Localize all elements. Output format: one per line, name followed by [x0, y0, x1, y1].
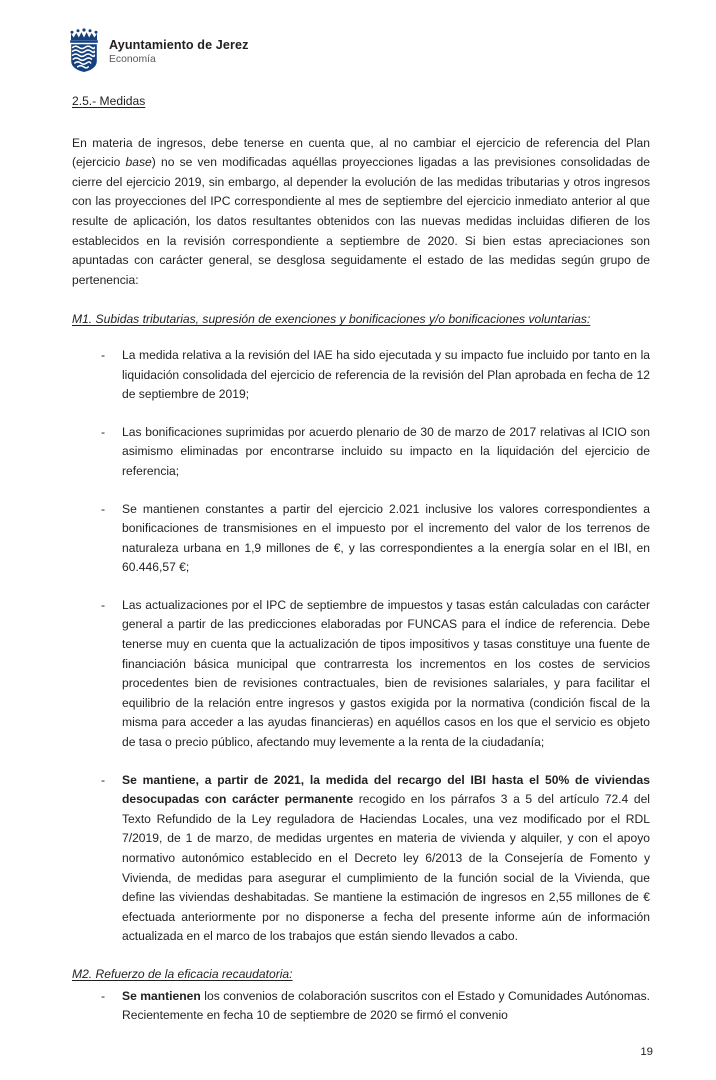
measure-group-m1-heading: M1. Subidas tributarias, supresión de exenciones y bonificaciones y/o bonificaciones voluntarias: — [72, 312, 591, 327]
section-title: 2.5.- Medidas — [72, 94, 146, 108]
list-item-text: recogido en los párrafos 3 a 5 del artículo 72.4 del Texto Refundido de la Ley reguladora de Haciendas Locales, una vez modificado por el RDL 7/2019, de 1 de marzo, de medidas urgentes en materia de vivienda y alquiler, y con el apoyo normativo autonómico establecido en el Decreto ley 6/2013 de la Consejería de Fomento y Vivienda, de medidas para asegurar el cumplimiento de la función social de la Vivienda, que define las viviendas deshabitadas. Se mantiene la estimación de ingresos en 2,55 millones de € efectuada anteriormente por no disponerse a fecha del presente informe aún de información actualizada en el marco de los trabajos que están siendo llevados a cabo. — [122, 792, 650, 944]
list-item-text: Las actualizaciones por el IPC de septiembre de impuestos y tasas están calculadas con carácter general a partir de las predicciones elaboradas por FUNCAS para el índice de referencia. Debe tenerse muy en cuenta que la actualización de tipos impositivos y tasas constituye una fuente de financiación básica municipal que contrarresta los incrementos en los costes de servicios procedentes bien de revisiones contractuales, bien de revisiones salariales, y para facilitar el equilibrio de la relación entre ingresos y gastos exigida por la normativa (condición fiscal de la misma para acceder a las ayudas financieras) en aquéllos casos en los que el servicio es objeto de tasa o precio público, afectando muy levemente a la renta de la ciudadanía; — [122, 597, 650, 750]
list-item-text: Se mantienen constantes a partir del ejercicio 2.021 inclusive los valores correspondientes a bonificaciones de transmisiones en el impuesto por el incremento del valor de los terrenos de naturaleza urbana en 1,9 millones de €, y las correspondientes a la energía solar en el IBI, en 60.446,57 €; — [122, 501, 650, 575]
measure-group-m2-heading: M2. Refuerzo de la eficacia recaudatoria: — [72, 966, 293, 981]
jerez-coat-of-arms-icon — [68, 28, 100, 72]
intro-paragraph — [72, 134, 650, 291]
list-item — [72, 423, 650, 482]
list-item — [72, 987, 650, 1026]
bullet-dash-icon: - — [101, 988, 106, 1003]
list-item-text: La medida relativa a la revisión del IAE ha sido ejecutada y su impacto fue incluido por tanto en la liquidación consolidada del ejercicio de referencia de la revisión del Plan aprobada en fecha de 12 de septiembre de 2019; — [122, 347, 650, 402]
intro-part-1: En materia de ingresos, debe tenerse en cuenta que, al no cambiar el ejercicio de referencia del Plan (ejercicio — [72, 135, 650, 170]
measure-group-m1-list — [72, 346, 650, 947]
measure-group-m2-list — [72, 987, 650, 1026]
list-item-text: los convenios de colaboración suscritos con el Estado y Comunidades Autónomas. Recientemente en fecha 10 de septiembre de 2020 se firmó el convenio — [122, 988, 650, 1023]
page-number: 19 — [640, 1046, 653, 1058]
list-item — [72, 596, 650, 753]
list-item — [72, 346, 650, 405]
intro-part-2: ) no se ven modificadas aquéllas proyecciones ligadas a las previsiones consolidadas de cierre del ejercicio 2019, sin embargo, al depender la evolución de las medidas tributarias y otros ingresos con las proyecciones del IPC correspondiente al mes de septiembre del ejercicio inmediato anterior al que resulte de aplicación, los datos resultantes obtenidos con las nuevas medidas incluidas difieren de los establecidos en la revisión correspondiente a septiembre de 2020. Si bien estas apreciaciones son apuntadas con carácter general, se desglosa seguidamente el estado de las medidas según grupo de pertenencia: — [72, 155, 650, 287]
bullet-dash-icon: - — [101, 347, 106, 362]
bullet-dash-icon: - — [101, 597, 106, 612]
organization-name: Ayuntamiento de Jerez — [109, 37, 249, 52]
bullet-dash-icon: - — [101, 501, 106, 516]
organization-department: Economía — [109, 54, 156, 66]
list-item — [72, 500, 650, 578]
list-item-highlighted — [72, 771, 650, 947]
list-item-bold-text: Se mantienen — [122, 988, 201, 1003]
organization-name-block — [109, 34, 249, 66]
list-item-bold-text: Se mantiene, a partir de 2021, la medida del recargo del IBI hasta el 50% de viviendas desocupadas con carácter permanente — [122, 772, 650, 807]
intro-italic-term: base — [125, 155, 152, 170]
list-item-text: Las bonificaciones suprimidas por acuerdo plenario de 30 de marzo de 2017 relativas al ICIO son asimismo eliminadas por encontrarse incluido su impacto en la liquidación del ejercicio de referencia; — [122, 424, 650, 478]
bullet-dash-icon: - — [101, 772, 106, 787]
bullet-dash-icon: - — [101, 424, 106, 439]
document-body — [72, 92, 650, 1026]
document-header — [68, 28, 249, 72]
